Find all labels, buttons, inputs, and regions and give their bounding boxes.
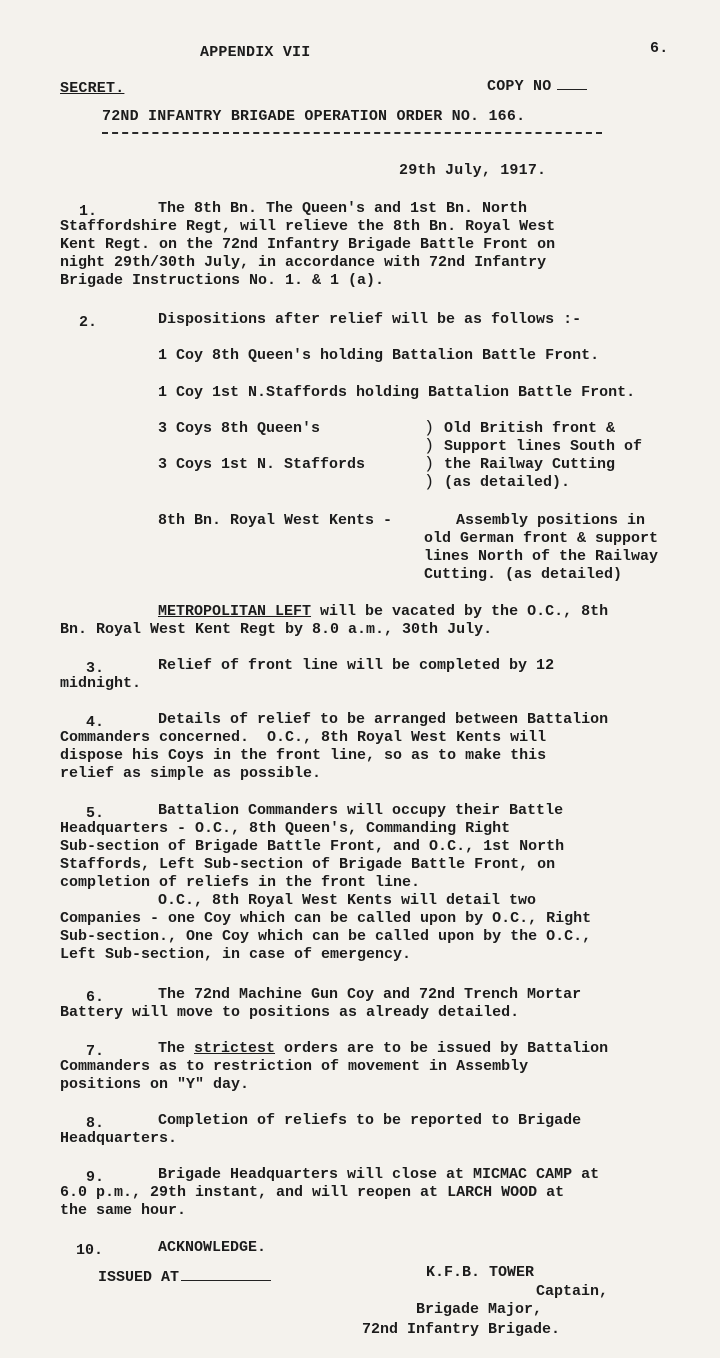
para-3-line: Relief of front line will be completed by 12 <box>158 657 555 674</box>
para-8-line: Completion of reliefs to be reported to Brigade <box>158 1112 582 1129</box>
para-9-line: the same hour. <box>60 1202 187 1219</box>
issued-at <box>98 1268 271 1287</box>
para-8-line: Headquarters. <box>60 1130 178 1147</box>
para-3-number: 3. <box>86 660 105 677</box>
para-5-line: Companies - one Coy which can be called upon by O.C., Right <box>60 910 592 927</box>
signature-rank: Captain, <box>536 1283 609 1300</box>
para-5-line: O.C., 8th Royal West Kents will detail two <box>158 892 537 909</box>
brace-mark: ) <box>424 437 435 456</box>
signature-role: Brigade Major, <box>416 1301 543 1318</box>
rwk-text: Cutting. (as detailed) <box>424 566 623 583</box>
para-6-line: The 72nd Machine Gun Coy and 72nd Trench Mortar <box>158 986 582 1003</box>
secret-label: SECRET. <box>60 80 125 97</box>
brace-mark: ) <box>424 455 435 474</box>
copy-number-label: COPY NO <box>487 78 552 95</box>
title-rule <box>102 132 602 134</box>
issued-at-blank <box>181 1268 271 1281</box>
para-5-line: Sub-section of Brigade Battle Front, and O.C., 1st North <box>60 838 565 855</box>
para-9-line: 6.0 p.m., 29th instant, and will reopen at LARCH WOOD at <box>60 1184 565 1201</box>
para-2-disposition: 1 Coy 1st N.Staffords holding Battalion Battle Front. <box>158 384 636 401</box>
para-7-line: Commanders as to restriction of movement in Assembly <box>60 1058 529 1075</box>
brace-text: Old British front & <box>444 420 616 437</box>
para-6-line: Battery will move to positions as already detailed. <box>60 1004 520 1021</box>
brace-text: the Railway Cutting <box>444 456 616 473</box>
issued-at-label: ISSUED AT <box>98 1269 180 1286</box>
signature-name: K.F.B. TOWER <box>426 1264 535 1281</box>
para-4-line: relief as simple as possible. <box>60 765 322 782</box>
para-5-line: Staffords, Left Sub-section of Brigade Battle Front, on <box>60 856 556 873</box>
para-7-post: orders are to be issued by Battalion <box>275 1040 609 1057</box>
para-2-coys-staffords: 3 Coys 1st N. Staffords <box>158 456 366 473</box>
brace-text: (as detailed). <box>444 474 571 491</box>
rwk-text: Assembly positions in <box>456 512 646 529</box>
brace-mark: ) <box>424 473 435 492</box>
metropolitan-line <box>158 603 608 621</box>
para-4-line: Commanders concerned. O.C., 8th Royal West Kents will <box>60 729 547 746</box>
para-3-line: midnight. <box>60 675 142 692</box>
para-5-line: Battalion Commanders will occupy their Battle <box>158 802 564 819</box>
metropolitan-rest: will be vacated by the O.C., 8th <box>311 603 609 620</box>
copy-number-blank <box>557 77 587 90</box>
acknowledge-text: ACKNOWLEDGE. <box>158 1239 267 1256</box>
para-1-line: Brigade Instructions No. 1. & 1 (a). <box>60 272 385 289</box>
para-5-line: Left Sub-section, in case of emergency. <box>60 946 412 963</box>
para-8-number: 8. <box>86 1115 105 1132</box>
para-7-pre: The <box>158 1040 195 1057</box>
para-7-line: positions on "Y" day. <box>60 1076 250 1093</box>
page-number: 6. <box>650 40 669 57</box>
order-date: 29th July, 1917. <box>399 162 547 179</box>
para-1-line: The 8th Bn. The Queen's and 1st Bn. North <box>158 200 528 217</box>
para-7-first-line <box>158 1040 608 1058</box>
para-9-number: 9. <box>86 1169 105 1186</box>
para-1-line: Kent Regt. on the 72nd Infantry Brigade Battle Front on <box>60 236 556 253</box>
appendix-heading: APPENDIX VII <box>200 44 311 61</box>
para-2-disposition: 1 Coy 8th Queen's holding Battalion Battle Front. <box>158 347 600 364</box>
metropolitan-line-2: Bn. Royal West Kent Regt by 8.0 a.m., 30th July. <box>60 621 493 638</box>
para-4-number: 4. <box>86 714 105 731</box>
copy-number <box>487 77 587 96</box>
strictest-word: strictest <box>194 1040 276 1057</box>
para-5-line: completion of reliefs in the front line. <box>60 874 421 891</box>
para-6-number: 6. <box>86 989 105 1006</box>
para-7-number: 7. <box>86 1043 105 1060</box>
brace-text: Support lines South of <box>444 438 643 455</box>
para-5-line: Headquarters - O.C., 8th Queen's, Commanding Right <box>60 820 511 837</box>
para-2-coys-queens: 3 Coys 8th Queen's <box>158 420 321 437</box>
signature-unit: 72nd Infantry Brigade. <box>362 1321 561 1338</box>
para-10-number: 10. <box>76 1242 104 1259</box>
para-2-number: 2. <box>79 314 98 331</box>
brace-mark: ) <box>424 419 435 438</box>
para-9-line: Brigade Headquarters will close at MICMAC CAMP at <box>158 1166 600 1183</box>
para-4-line: dispose his Coys in the front line, so as to make this <box>60 747 547 764</box>
para-5-line: Sub-section., One Coy which can be called upon by the O.C., <box>60 928 592 945</box>
para-4-line: Details of relief to be arranged between Battalion <box>158 711 609 728</box>
rwk-text: old German front & support <box>424 530 659 547</box>
rwk-label: 8th Bn. Royal West Kents - <box>158 512 393 529</box>
metropolitan-left: METROPOLITAN LEFT <box>158 603 312 620</box>
para-1-number: 1. <box>79 203 98 220</box>
para-1-line: night 29th/30th July, in accordance with 72nd Infantry <box>60 254 547 271</box>
rwk-text: lines North of the Railway <box>424 548 659 565</box>
para-1-line: Staffordshire Regt, will relieve the 8th Bn. Royal West <box>60 218 556 235</box>
para-2-intro: Dispositions after relief will be as follows :- <box>158 311 582 328</box>
order-title: 72ND INFANTRY BRIGADE OPERATION ORDER NO. 166. <box>102 108 526 125</box>
para-5-number: 5. <box>86 805 105 822</box>
